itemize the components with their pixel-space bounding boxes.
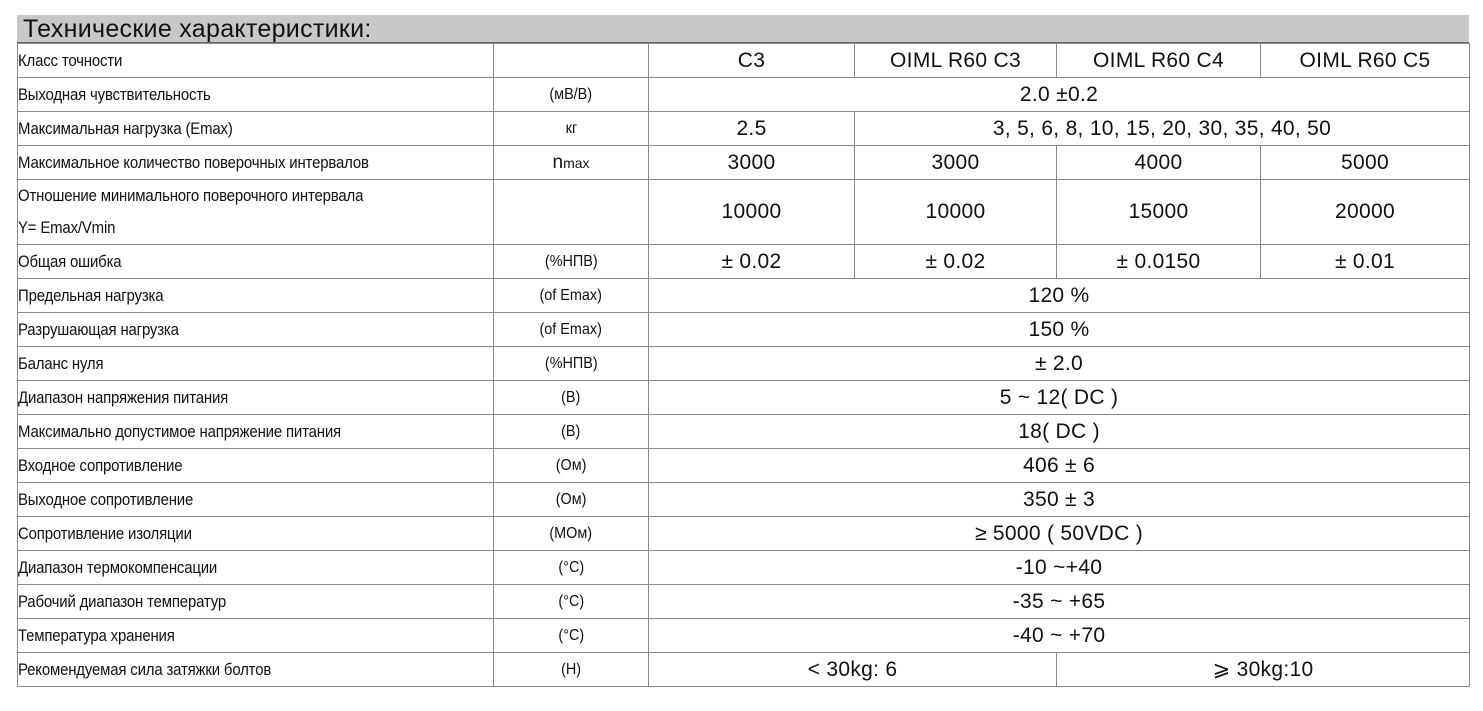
table-row (18, 483, 1470, 517)
table-row (18, 279, 1470, 313)
value-cell: 150 % (649, 313, 1470, 347)
param-label: Рабочий диапазон температур (18, 585, 494, 619)
param-unit: (Ом) (494, 483, 649, 517)
param-label: Входное сопротивление (18, 449, 494, 483)
value-cell: 5000 (1261, 146, 1470, 180)
param-label: Максимальная нагрузка (Emax) (18, 112, 494, 146)
table-row (18, 653, 1470, 687)
spec-title: Технические характеристики: (17, 15, 1469, 43)
value-cell: 120 % (649, 279, 1470, 313)
value-cell: ± 0.0150 (1057, 245, 1261, 279)
param-label: Сопротивление изоляции (18, 517, 494, 551)
table-row (18, 551, 1470, 585)
value-cell: ± 0.02 (649, 245, 855, 279)
value-cell: C3 (649, 44, 855, 78)
param-label: Рекомендуемая сила затяжки болтов (18, 653, 494, 687)
table-row (18, 313, 1470, 347)
value-cell: 3000 (649, 146, 855, 180)
table-row (18, 44, 1470, 78)
param-unit (494, 44, 649, 78)
param-label: Максимально допустимое напряжение питания (18, 415, 494, 449)
param-label: Разрушающая нагрузка (18, 313, 494, 347)
param-unit: (of Emax) (494, 279, 649, 313)
param-unit: кг (494, 112, 649, 146)
param-unit: (мВ/В) (494, 78, 649, 112)
value-cell: 20000 (1261, 180, 1470, 245)
param-label: Выходное сопротивление (18, 483, 494, 517)
param-label: Баланс нуля (18, 347, 494, 381)
param-unit: (Ом) (494, 449, 649, 483)
param-label: Общая ошибка (18, 245, 494, 279)
param-unit: (°C) (494, 585, 649, 619)
param-label: Класс точности (18, 44, 494, 78)
spec-sheet (17, 15, 1469, 687)
param-unit: (%НПВ) (494, 245, 649, 279)
param-unit: (°C) (494, 551, 649, 585)
param-label: Максимальное количество поверочных интервалов (18, 146, 494, 180)
value-cell: ± 0.02 (855, 245, 1057, 279)
value-cell: 406 ± 6 (649, 449, 1470, 483)
table-row (18, 112, 1470, 146)
value-cell: OIML R60 C3 (855, 44, 1057, 78)
param-unit: (of Emax) (494, 313, 649, 347)
param-unit: nmax (494, 146, 649, 180)
value-cell: 350 ± 3 (649, 483, 1470, 517)
value-cell: OIML R60 C5 (1261, 44, 1470, 78)
param-unit: (%НПВ) (494, 347, 649, 381)
value-cell: 3000 (855, 146, 1057, 180)
value-cell: 15000 (1057, 180, 1261, 245)
value-cell: 2.5 (649, 112, 855, 146)
value-cell: ⩾ 30kg:10 (1057, 653, 1470, 687)
table-row (18, 449, 1470, 483)
value-cell: < 30kg: 6 (649, 653, 1057, 687)
param-label: Температура хранения (18, 619, 494, 653)
value-cell: 10000 (649, 180, 855, 245)
value-cell: OIML R60 C4 (1057, 44, 1261, 78)
value-cell: 5 ~ 12( DC ) (649, 381, 1470, 415)
spec-table (17, 43, 1470, 687)
param-unit: (В) (494, 415, 649, 449)
table-row (18, 146, 1470, 180)
table-row (18, 381, 1470, 415)
value-cell: 18( DC ) (649, 415, 1470, 449)
param-unit: (В) (494, 381, 649, 415)
table-row (18, 347, 1470, 381)
value-cell: 3, 5, 6, 8, 10, 15, 20, 30, 35, 40, 50 (855, 112, 1470, 146)
param-unit (494, 180, 649, 245)
value-cell: 10000 (855, 180, 1057, 245)
value-cell: ≥ 5000 ( 50VDC ) (649, 517, 1470, 551)
table-row (18, 245, 1470, 279)
param-label: Выходная чувствительность (18, 78, 494, 112)
value-cell: 4000 (1057, 146, 1261, 180)
value-cell: -10 ~+40 (649, 551, 1470, 585)
table-row (18, 180, 1470, 245)
param-label: Диапазон термокомпенсации (18, 551, 494, 585)
value-cell: 2.0 ±0.2 (649, 78, 1470, 112)
param-label: Отношение минимального поверочного интервала Y= Emax/Vmin (18, 180, 494, 245)
param-label: Диапазон напряжения питания (18, 381, 494, 415)
param-unit: (МОм) (494, 517, 649, 551)
value-cell: -35 ~ +65 (649, 585, 1470, 619)
value-cell: -40 ~ +70 (649, 619, 1470, 653)
value-cell: ± 2.0 (649, 347, 1470, 381)
table-row (18, 78, 1470, 112)
value-cell: ± 0.01 (1261, 245, 1470, 279)
param-label: Предельная нагрузка (18, 279, 494, 313)
table-row (18, 517, 1470, 551)
param-unit: (°C) (494, 619, 649, 653)
param-unit: (Н) (494, 653, 649, 687)
table-row (18, 585, 1470, 619)
table-row (18, 415, 1470, 449)
table-row (18, 619, 1470, 653)
